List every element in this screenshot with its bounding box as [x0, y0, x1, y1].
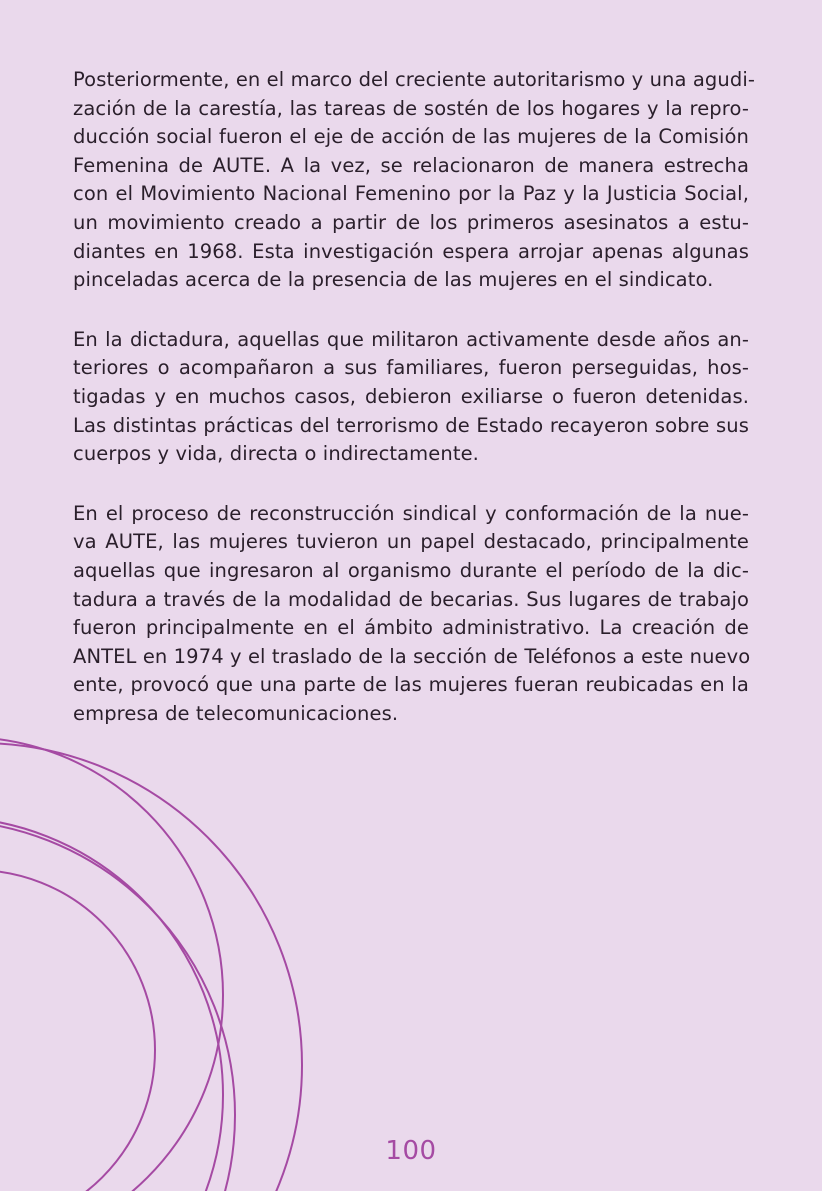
text-line: ANTEL en 1974 y el traslado de la sección de Teléfonos a este nuevo	[73, 644, 751, 668]
text-line: En el proceso de reconstrucción sindical y conformación de la nue-	[73, 501, 749, 525]
text-line: teriores o acompañaron a sus familiares, fueron perseguidas, hos-	[73, 356, 749, 380]
page-number: 100	[385, 1136, 437, 1166]
text-line: diantes en 1968. Esta investigación espera arrojar apenas algunas	[73, 239, 749, 263]
decor-circle-outer-1	[0, 743, 302, 1191]
text-line: con el Movimiento Nacional Femenino por la Paz y la Justicia Social,	[73, 182, 749, 206]
text-line: zación de la carestía, las tareas de sostén de los hogares y la repro-	[73, 96, 749, 120]
text-line: cuerpos y vida, directa o indirectamente.	[73, 442, 479, 466]
text-line: En la dictadura, aquellas que militaron activamente desde años an-	[73, 327, 749, 351]
text-line: ducción social fueron el eje de acción de las mujeres de la Comisión	[73, 125, 749, 149]
text-line: fueron principalmente en el ámbito administrativo. La creación de	[73, 616, 749, 640]
text-line: ente, provocó que una parte de las mujeres fueran reubicadas en la	[73, 673, 749, 697]
paragraph-2	[73, 326, 749, 469]
text-line: Femenina de AUTE. A la vez, se relacionaron de manera estrecha	[73, 153, 749, 177]
decor-circle-outer-3	[0, 817, 223, 1191]
text-line: Posteriormente, en el marco del creciente autoritarismo y una agudi-	[73, 68, 755, 91]
text-line: va AUTE, las mujeres tuvieron un papel destacado, principalmente	[73, 530, 749, 554]
text-line: Las distintas prácticas del terrorismo de Estado recayeron sobre sus	[73, 413, 749, 437]
paragraph-3	[73, 500, 749, 729]
text-line: empresa de telecomunicaciones.	[73, 701, 399, 725]
body-text	[73, 66, 755, 759]
text-line: un movimiento creado a partir de los primeros asesinatos a estu-	[73, 210, 749, 234]
text-line: tadura a través de la modalidad de becarias. Sus lugares de trabajo	[73, 587, 749, 611]
decor-circle-mid	[0, 737, 223, 1191]
paragraph-1	[73, 66, 755, 295]
text-line: pinceladas acerca de la presencia de las mujeres en el sindicato.	[73, 268, 714, 292]
text-line: aquellas que ingresaron al organismo durante el período de la dic-	[73, 558, 749, 582]
text-line: tigadas y en muchos casos, debieron exiliarse o fueron detenidas.	[73, 384, 749, 408]
